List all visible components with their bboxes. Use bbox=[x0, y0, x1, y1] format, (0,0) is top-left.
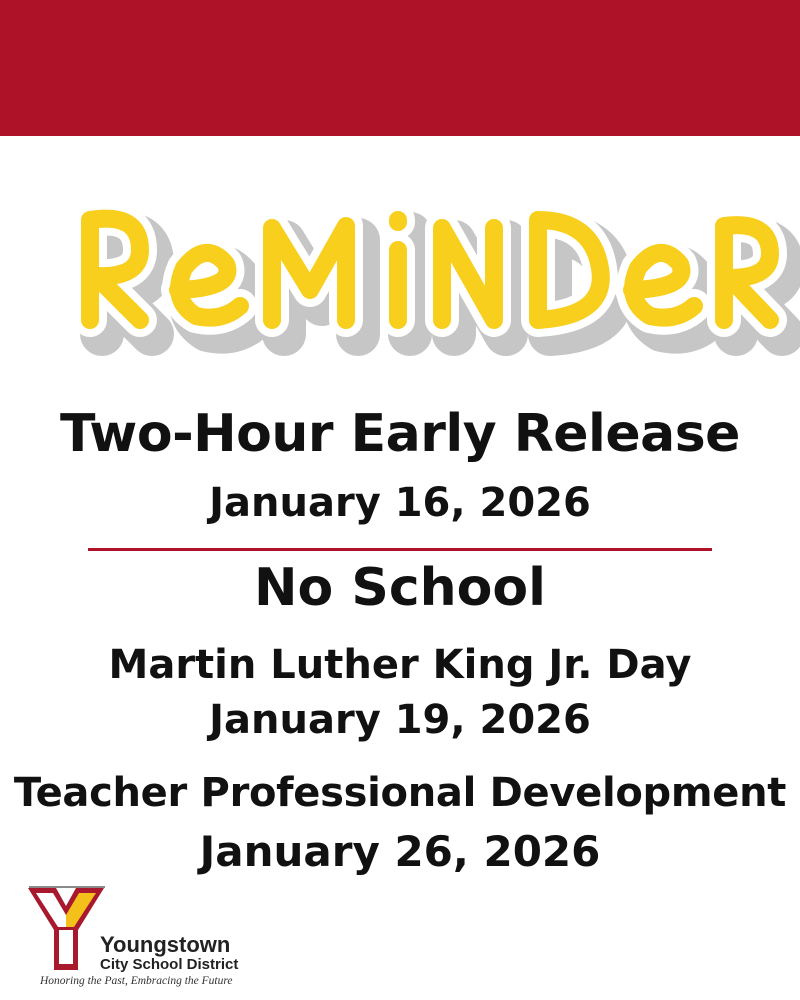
district-name-line2: City School District bbox=[100, 956, 239, 973]
district-name-line1: Youngstown bbox=[100, 932, 231, 957]
district-name bbox=[100, 934, 238, 972]
event-date-early-release: January 16, 2026 bbox=[209, 480, 591, 526]
event-title-no-school: No School bbox=[254, 558, 546, 618]
section-divider bbox=[88, 548, 712, 551]
reminder-lettering bbox=[0, 180, 800, 380]
district-tagline: Honoring the Past, Embracing the Future bbox=[40, 975, 233, 987]
holiday-date-mlk: January 19, 2026 bbox=[209, 697, 591, 743]
reminder-headline bbox=[0, 180, 800, 380]
district-logo bbox=[24, 884, 284, 992]
holiday-date-professional-development: January 26, 2026 bbox=[199, 827, 601, 876]
top-banner bbox=[0, 0, 800, 136]
holiday-name-mlk: Martin Luther King Jr. Day bbox=[108, 642, 692, 688]
holiday-name-professional-development: Teacher Professional Development bbox=[13, 770, 787, 816]
y-logo-icon bbox=[26, 884, 106, 974]
event-title-early-release: Two-Hour Early Release bbox=[60, 404, 740, 464]
